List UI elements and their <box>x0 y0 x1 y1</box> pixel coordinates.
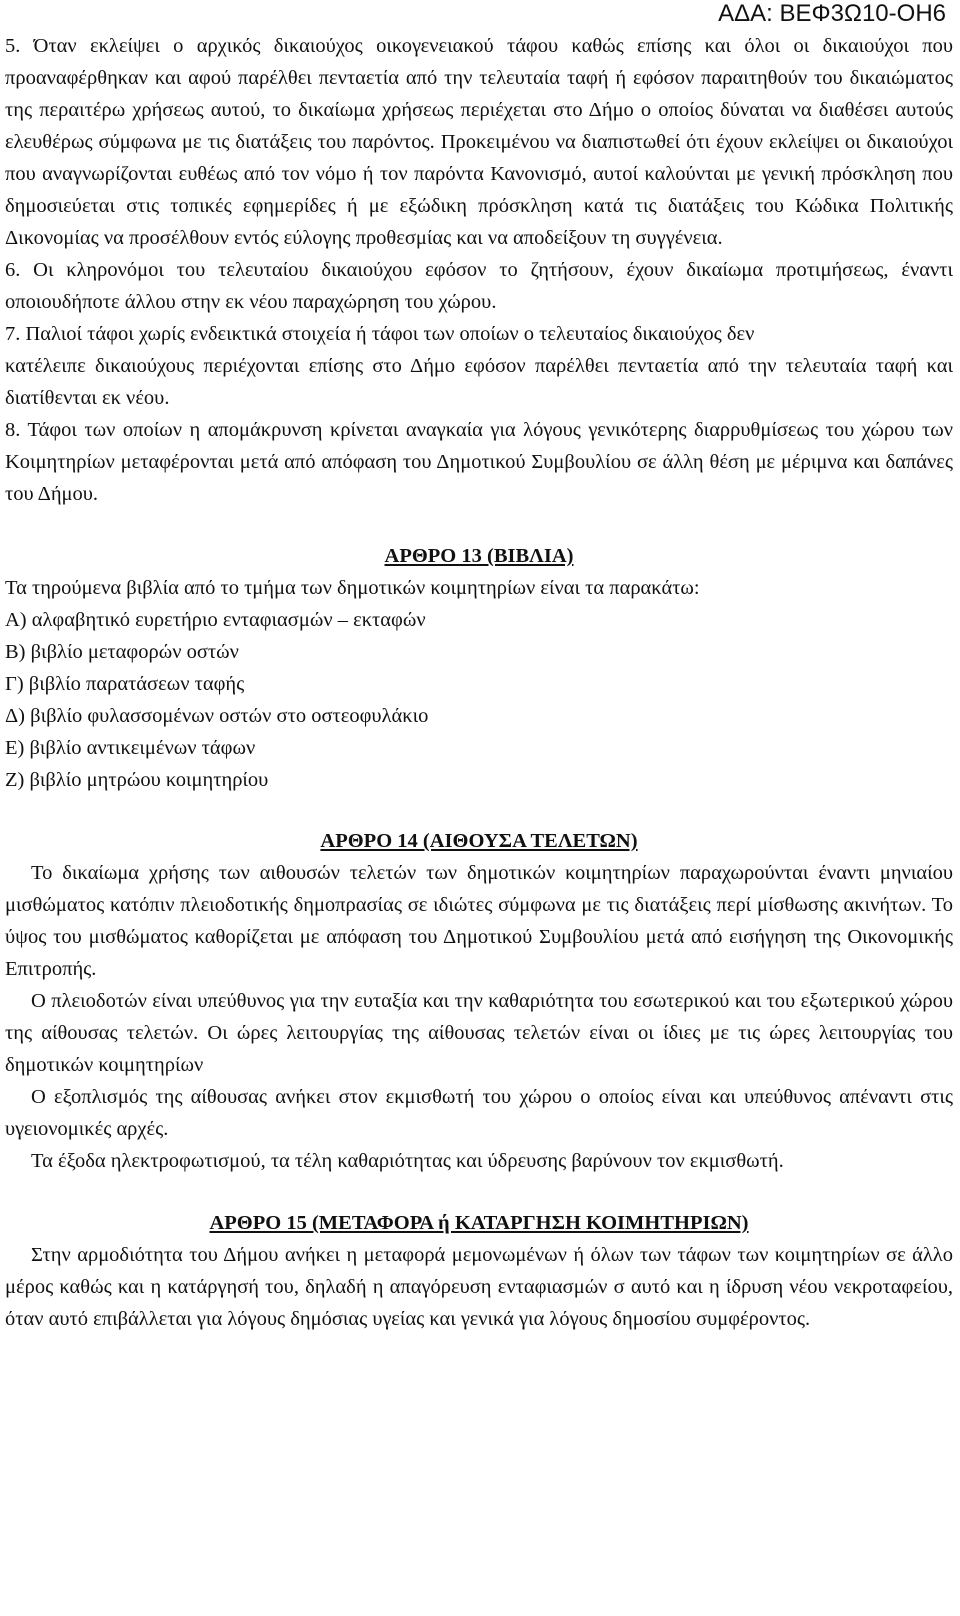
article-14-paragraph: Ο εξοπλισμός της αίθουσας ανήκει στον εκμισθωτή του χώρου ο οποίος είναι και υπεύθυνος απέναντι στις υγειονομικές αρχές. <box>5 1086 953 1140</box>
article-13-intro: Τα τηρούμενα βιβλία από το τμήμα των δημοτικών κοιμητηρίων είναι τα παρακάτω: <box>5 577 700 599</box>
paragraph-item-5: 5. Όταν εκλείψει ο αρχικός δικαιούχος οικογενειακού τάφου καθώς επίσης και όλοι οι δικαιούχοι που προαναφέρθηκαν και αφού παρέλθει πενταετία από την τελευταία ταφή ή εφόσον παραιτηθούν του δικαιώματος της περαιτέρω χρήσεως αυτού, το δικαίωμα χρήσεως περιέχεται στο Δήμο ο οποίος δύναται να διαθέσει αυτούς ελευθέρως σύμφωνα με τις διατάξεις του παρόντος. Προκειμένου να διαπιστωθεί ότι έχουν εκλείψει οι δικαιούχοι που αναγνωρίζονται ευθέως από τον νόμο ή τον παρόντα Κανονισμό, αυτοί καλούνται με γενική πρόσκληση που δημοσιεύεται στις τοπικές εφημερίδες ή με εξώδικη πρόσκληση κατά τις διατάξεις του Κώδικα Πολιτικής Δικονομίας να προσέλθουν εντός εύλογης προθεσμίας και να αποδείξουν τη συγγένεια. <box>5 35 953 249</box>
paragraph-item-8: 8. Τάφοι των οποίων η απομάκρυνση κρίνεται αναγκαία για λόγους γενικότερης διαρρυθμίσεως του χώρου των Κοιμητηρίων μεταφέρονται μετά από απόφαση του Δημοτικού Συμβουλίου σε άλλη θέση με μέριμνα και δαπάνες του Δήμου. <box>5 419 953 505</box>
article-12-continued <box>5 30 953 510</box>
article-14-paragraph: Το δικαίωμα χρήσης των αιθουσών τελετών των δημοτικών κοιμητηρίων παραχωρούνται έναντι μηνιαίου μισθώματος κατόπιν πλειοδοτικής δημοπρασίας σε ιδιώτες σύμφωνα με τις διατάξεις περί μίσθωσης ακινήτων. Το ύψος του μισθώματος καθορίζεται με απόφαση του Δημοτικού Συμβουλίου μετά από εισήγηση της Οικονομικής Επιτροπής. <box>5 862 953 980</box>
list-item: Β) βιβλίο μεταφορών οστών <box>5 641 239 663</box>
article-14-paragraph: Τα έξοδα ηλεκτροφωτισμού, τα τέλη καθαριότητας και ύδρευσης βαρύνουν τον εκμισθωτή. <box>31 1150 784 1172</box>
article-14-paragraph: Ο πλειοδοτών είναι υπεύθυνος για την ευταξία και την καθαριότητα του εσωτερικού και του εξωτερικού χώρου της αίθουσας τελετών. Οι ώρες λειτουργίας της αίθουσας τελετών είναι οι ίδιες με τις ώρες λειτουργίας του δημοτικών κοιμητηρίων <box>5 990 953 1076</box>
list-item: Γ) βιβλίο παρατάσεων ταφής <box>5 673 245 695</box>
list-item: Ζ) βιβλίο μητρώου κοιμητηρίου <box>5 769 269 791</box>
article-13 <box>5 540 953 796</box>
spacer <box>5 510 953 540</box>
article-13-title: ΑΡΘΡΟ 13 (ΒΙΒΛΙΑ) <box>384 545 574 567</box>
spacer <box>5 796 953 825</box>
paragraph-item-6: 6. Οι κληρονόμοι του τελευταίου δικαιούχου εφόσον το ζητήσουν, έχουν δικαίωμα προτιμήσεως, έναντι οποιουδήποτε άλλου στην εκ νέου παραχώρηση του χώρου. <box>5 259 953 313</box>
article-14 <box>5 825 953 1177</box>
spacer <box>5 1177 953 1207</box>
paragraph-item-7-continued: κατέλειπε δικαιούχους περιέχονται επίσης στο Δήμο εφόσον παρέλθει πενταετία από την τελευταία ταφή και διατίθενται εκ νέου. <box>5 355 953 409</box>
paragraph-item-7: 7. Παλιοί τάφοι χωρίς ενδεικτικά στοιχεία ή τάφοι των οποίων ο τελευταίος δικαιούχος δεν <box>5 323 755 345</box>
list-item: Δ) βιβλίο φυλασσομένων οστών στο οστεοφυλάκιο <box>5 705 429 727</box>
article-14-title: ΑΡΘΡΟ 14 (ΑΙΘΟΥΣΑ ΤΕΛΕΤΩΝ) <box>320 830 638 852</box>
article-15-paragraph: Στην αρμοδιότητα του Δήμου ανήκει η μεταφορά μεμονωμένων ή όλων των τάφων των κοιμητηρίων σε άλλο μέρος καθώς και η κατάργησή του, δηλαδή η απαγόρευση ενταφιασμών σ αυτό και η ίδρυση νέου νεκροταφείου, όταν αυτό επιβάλλεται για λόγους δημόσιας υγείας και γενικά για λόγους δημοσίου συμφέροντος. <box>5 1244 953 1330</box>
article-15 <box>5 1207 953 1335</box>
document-id: ΑΔΑ: ΒΕΦ3Ω10-ΟΗ6 <box>718 0 946 27</box>
document-page <box>5 30 953 1335</box>
books-list <box>5 604 953 796</box>
article-15-title: ΑΡΘΡΟ 15 (ΜΕΤΑΦΟΡΑ ή ΚΑΤΑΡΓΗΣΗ ΚΟΙΜΗΤΗΡΙΩΝ) <box>209 1212 749 1234</box>
list-item: Ε) βιβλίο αντικειμένων τάφων <box>5 737 256 759</box>
list-item: Α) αλφαβητικό ευρετήριο ενταφιασμών – εκταφών <box>5 609 426 631</box>
